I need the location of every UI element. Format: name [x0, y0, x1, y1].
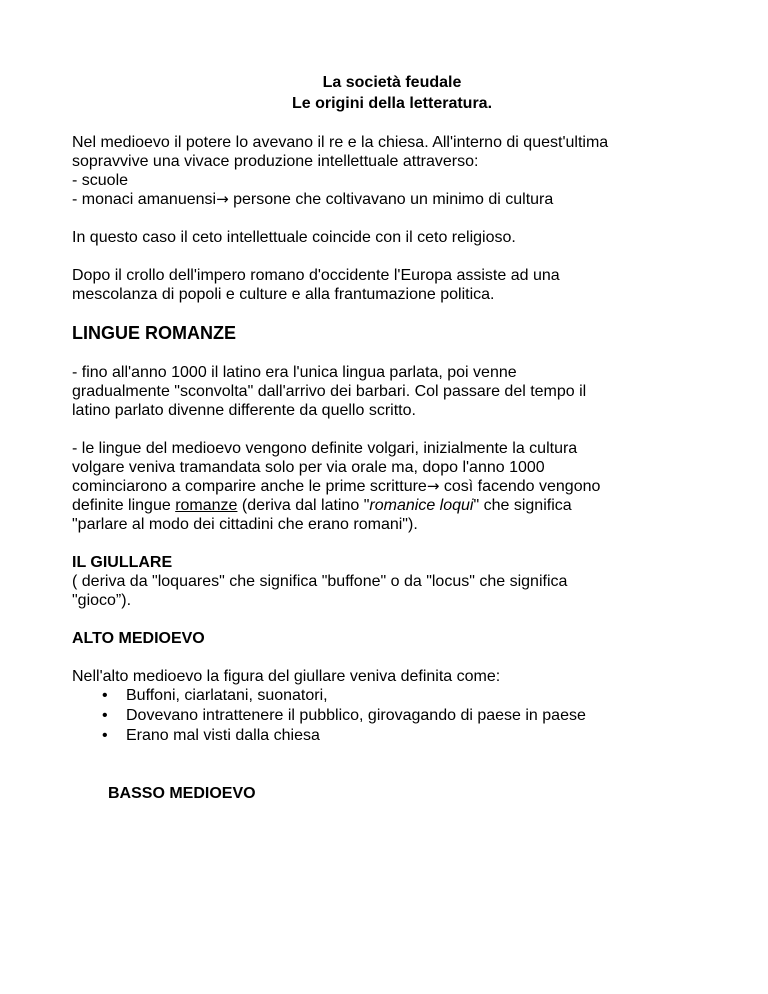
intro-line-1: Nel medioevo il potere lo avevano il re e la chiesa. All'interno di quest'ultima — [72, 134, 609, 151]
list-item: • Buffoni, ciarlatani, suonatori, — [102, 687, 328, 704]
lingue-p2-line-2: volgare veniva tramandata solo per via orale ma, dopo l'anno 1000 — [72, 459, 545, 476]
document-page — [72, 72, 712, 803]
lingue-p2-line-5: "parlare al modo dei cittadini che erano romani"). — [72, 516, 418, 533]
lingue-p2-line-1: - le lingue del medioevo vengono definite volgari, inizialmente la cultura — [72, 440, 578, 457]
lingue-p2-line-3 — [72, 477, 712, 496]
lingue-p2-line-4 — [72, 496, 712, 515]
bullet-icon: • — [102, 707, 108, 724]
paragraph-impero — [72, 266, 712, 304]
lingue-paragraph-1 — [72, 363, 712, 420]
bullet-icon: • — [102, 687, 108, 704]
intro-paragraph — [72, 133, 712, 209]
alto-intro: Nell'alto medioevo la figura del giullare veniva definita come: — [72, 668, 501, 685]
lingue-p1-line-2: gradualmente "sconvolta" dall'arrivo dei barbari. Col passare del tempo il — [72, 383, 587, 400]
lingue-p2-line-4a: definite lingue — [72, 497, 176, 514]
bullet-icon: • — [102, 727, 108, 744]
lingue-p1-line-1: - fino all'anno 1000 il latino era l'unica lingua parlata, poi venne — [72, 364, 517, 381]
heading-alto-medioevo: ALTO MEDIOEVO — [72, 630, 205, 647]
underlined-word-romanze: romanze — [175, 497, 238, 514]
intro-item-monaci-b: persone che coltivavano un minimo di cultura — [228, 191, 554, 208]
impero-line-1: Dopo il crollo dell'impero romano d'occidente l'Europa assiste ad una — [72, 267, 560, 284]
title-line-1: La società feudale — [322, 74, 462, 91]
title-line-2: Le origini della letteratura. — [291, 95, 493, 112]
lingue-paragraph-2 — [72, 439, 712, 534]
lingue-p1-line-3: latino parlato divenne differente da quello scritto. — [72, 402, 416, 419]
heading-basso-medioevo: BASSO MEDIOEVO — [108, 785, 256, 802]
arrow-icon: → — [426, 477, 440, 495]
list-item: • Dovevano intrattenere il pubblico, girovagando di paese in paese — [102, 707, 586, 724]
intro-item-scuole: - scuole — [72, 172, 129, 189]
intro-item-monaci — [72, 190, 712, 209]
alto-list — [72, 686, 712, 746]
intro-item-monaci-a: - monaci amanuensi — [72, 191, 217, 208]
heading-lingue-romanze: LINGUE ROMANZE — [72, 323, 236, 343]
lingue-p2-line-4c: " che significa — [473, 497, 572, 514]
lingue-p2-line-3b: così facendo vengono — [439, 478, 601, 495]
intro-line-2: sopravvive una vivace produzione intellettuale attraverso: — [72, 153, 479, 170]
giullare-line-2: "gioco”). — [72, 592, 132, 609]
lingue-p2-line-3a: cominciarono a comparire anche le prime scritture — [72, 478, 427, 495]
paragraph-ceto: In questo caso il ceto intellettuale coincide con il ceto religioso. — [72, 229, 516, 246]
impero-line-2: mescolanza di popoli e culture e alla frantumazione politica. — [72, 286, 495, 303]
lingue-p2-line-4b: (deriva dal latino " — [237, 497, 370, 514]
heading-il-giullare: IL GIULLARE — [72, 554, 173, 571]
list-item: • Erano mal visti dalla chiesa — [102, 727, 320, 744]
giullare-line-1: ( deriva da "loquares" che significa "buffone" o da "locus" che significa — [72, 573, 568, 590]
arrow-icon: → — [216, 190, 229, 208]
italic-romanice-loqui: romanice loqui — [369, 497, 474, 514]
